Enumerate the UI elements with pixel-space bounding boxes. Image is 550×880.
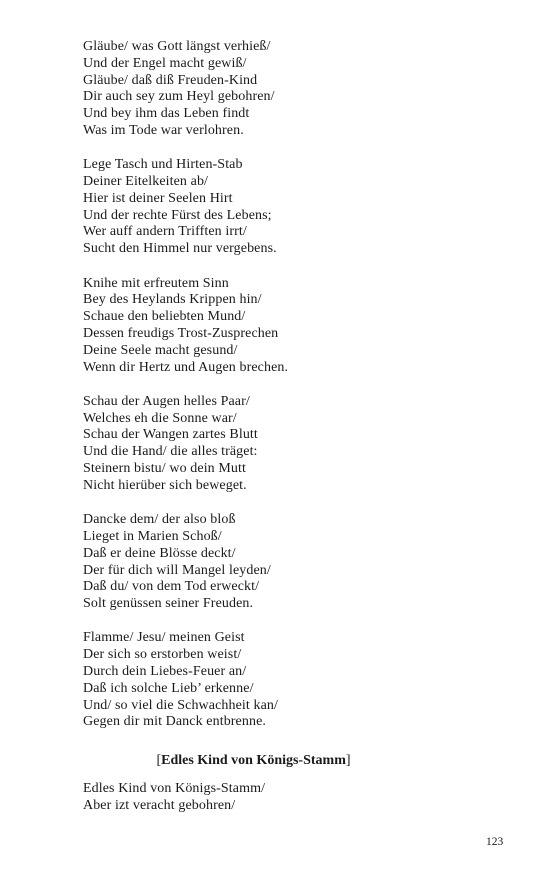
verse-line: Lege Tasch und Hirten-Stab: [83, 157, 243, 173]
verse-line: Dir auch sey zum Heyl gebohren/: [83, 89, 275, 105]
verse-line: Und bey ihm das Leben findt: [83, 106, 250, 122]
verse-line: Was im Tode war verlohren.: [83, 122, 244, 138]
poem-body: [83, 39, 503, 749]
verse-line: Gläube/ daß diß Freuden-Kind: [83, 72, 258, 88]
verse-line: Knihe mit erfreutem Sinn: [83, 275, 229, 291]
verse-line: Steinern bistu/ wo dein Mutt: [83, 461, 247, 477]
verse-line: Schau der Augen helles Paar/: [83, 393, 250, 409]
verse-line: Deiner Eitelkeiten ab/: [83, 174, 209, 190]
heading-title: Edles Kind von Königs-Stamm: [161, 753, 346, 768]
heading-bracket-close: ]: [345, 753, 351, 768]
verse-line: Schau der Wangen zartes Blutt: [83, 427, 258, 443]
verse-line: Hier ist deiner Seelen Hirt: [83, 190, 233, 206]
verse-line: Daß du/ von dem Tod erweckt/: [83, 579, 260, 595]
verse-line: Solt genüssen seiner Freuden.: [83, 596, 254, 612]
verse-line: Flamme/ Jesu/ meinen Geist: [83, 630, 245, 646]
stanza: [83, 394, 503, 495]
verse-line: Der sich so erstorben weist/: [83, 647, 242, 663]
heading-bracket-open: [: [156, 753, 162, 768]
verse-line: Schaue den beliebten Mund/: [83, 309, 246, 325]
stanza: [83, 276, 503, 377]
verse-line: Daß ich solche Lieb’ erkenne/: [83, 680, 254, 696]
verse-line: Gläube/ was Gott längst verhieß/: [83, 39, 271, 54]
verse-line: Nicht hierüber sich beweget.: [83, 477, 247, 493]
stanza: [83, 512, 503, 613]
verse-line: Dessen freudigs Trost-Zusprechen: [83, 325, 279, 341]
verse-line: Bey des Heylands Krippen hin/: [83, 292, 262, 308]
stanza: [83, 39, 503, 140]
stanza: [83, 157, 503, 258]
verse-line: Aber izt veracht gebohren/: [83, 797, 236, 813]
verse-line: Und die Hand/ die alles träget:: [83, 444, 258, 460]
verse-line: Dancke dem/ der also bloß: [83, 512, 236, 528]
page-number: 123: [486, 836, 504, 848]
verse-line: Und der rechte Fürst des Lebens;: [83, 207, 272, 223]
verse-line: Welches eh die Sonne war/: [83, 410, 237, 426]
poem-heading: [83, 752, 424, 770]
verse-line: Deine Seele macht gesund/: [83, 342, 238, 358]
verse-line: Sucht den Himmel nur vergebens.: [83, 241, 277, 257]
verse-line: Wer auff andern Trifften irrt/: [83, 224, 247, 240]
verse-line: Edles Kind von Königs-Stamm/: [83, 781, 266, 796]
stanza: [83, 630, 503, 731]
verse-line: Daß er deine Blösse deckt/: [83, 545, 236, 561]
verse-line: Wenn dir Hertz und Augen brechen.: [83, 359, 289, 375]
verse-line: Durch dein Liebes-Feuer an/: [83, 664, 247, 679]
next-poem-body: [83, 781, 503, 815]
verse-line: Lieget in Marien Schoß/: [83, 528, 222, 544]
verse-line: Und/ so viel die Schwachheit kan/: [83, 697, 278, 713]
verse-line: Der für dich will Mangel leyden/: [83, 562, 271, 578]
verse-line: Und der Engel macht gewiß/: [83, 55, 247, 71]
verse-line: Gegen dir mit Danck entbrenne.: [83, 714, 266, 730]
